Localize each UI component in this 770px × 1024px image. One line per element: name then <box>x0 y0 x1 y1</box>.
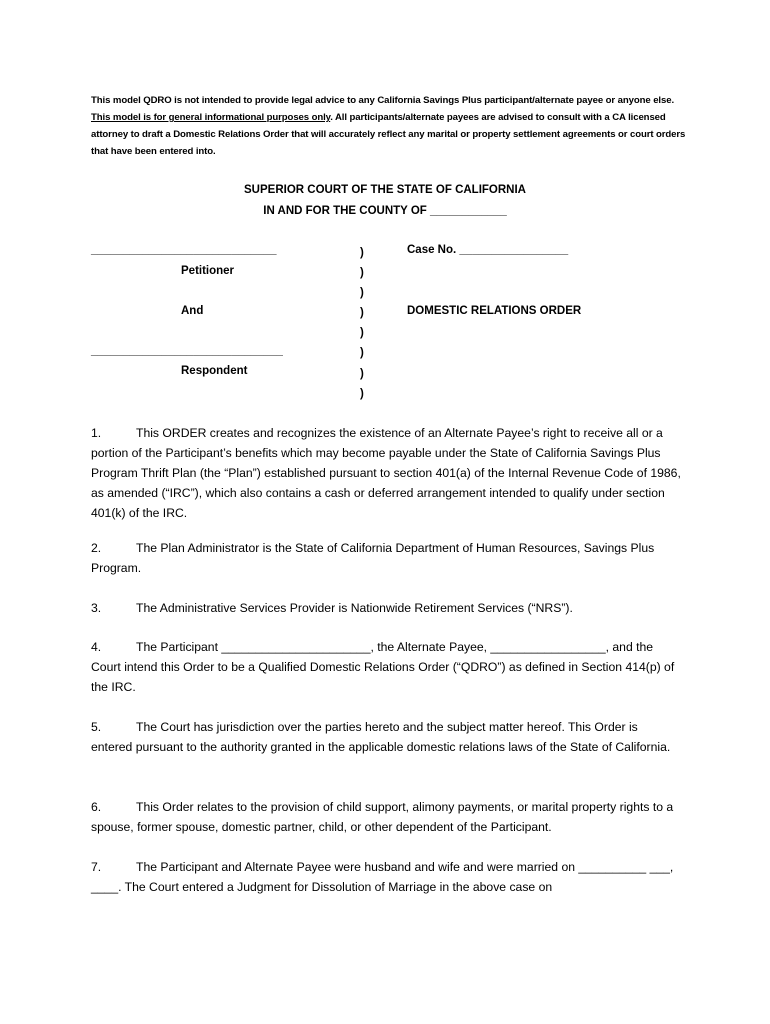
paragraph-number: 1. <box>91 426 102 440</box>
paragraph-5 <box>91 717 681 757</box>
paragraph-text: This Order relates to the provision of child support, alimony payments, or marital property rights to a spouse, former spouse, domestic partner, child, or other dependent of the Participant. <box>91 800 674 834</box>
paragraph-number: 6. <box>91 800 102 814</box>
court-name: SUPERIOR COURT OF THE STATE OF CALIFORNIA <box>244 184 526 196</box>
paren: ) <box>360 307 364 320</box>
case-number: Case No. _________________ <box>407 244 569 256</box>
and-label: And <box>181 305 204 317</box>
petitioner-blank: _____________________________ <box>91 244 277 256</box>
paragraph-text: The Court has jurisdiction over the parties hereto and the subject matter hereof. This Order is entered pursuant to the authority granted in the applicable domestic relations laws of the State of California. <box>91 720 671 754</box>
paragraph-7 <box>91 857 681 897</box>
paragraph-number: 7. <box>91 860 102 874</box>
paren: ) <box>360 347 364 360</box>
paragraph-number: 4. <box>91 640 102 654</box>
caption-parentheses <box>360 243 364 404</box>
paragraph-3 <box>91 598 681 618</box>
paragraph-2 <box>91 538 681 578</box>
paragraph-number: 2. <box>91 541 102 555</box>
paragraph-1 <box>91 423 681 523</box>
paren: ) <box>360 327 364 340</box>
paren: ) <box>360 287 364 300</box>
disclaimer-underlined: This model is for general informational purposes only <box>91 112 331 123</box>
paragraph-text: The Plan Administrator is the State of California Department of Human Resources, Savings Plus Program. <box>91 541 655 575</box>
paragraph-text: The Participant ______________________, the Alternate Payee, _________________, and the Court intend this Order to be a Qualified Domestic Relations Order (“QDRO”) as defined in Section 414(p) of the IRC. <box>91 640 675 694</box>
court-county: IN AND FOR THE COUNTY OF ____________ <box>263 205 507 217</box>
petitioner-label: Petitioner <box>181 265 235 277</box>
disclaimer-text-1: This model QDRO is not intended to provide legal advice to any California Savings Plus participant/alternate payee or anyone else. <box>91 95 675 106</box>
disclaimer-text-2: . All participants/alternate payees are advised to consult with a CA licensed attorney to draft a Domestic Relations Order that will accurately reflect any marital or property settlement agreements or court orders that have been entered into. <box>91 112 686 157</box>
disclaimer <box>91 92 691 160</box>
paragraph-number: 3. <box>91 601 102 615</box>
paragraph-text: The Participant and Alternate Payee were husband and wife and were married on __________ ___, ____. The Court entered a Judgment for Dissolution of Marriage in the above case on <box>91 860 674 894</box>
respondent-label: Respondent <box>181 365 248 377</box>
paren: ) <box>360 247 364 259</box>
paragraph-6 <box>91 797 681 837</box>
paren: ) <box>360 367 364 380</box>
paragraph-text: This ORDER creates and recognizes the existence of an Alternate Payee’s right to receive all or a portion of the Participant’s benefits which may become payable under the State of California Savings Plus Program Thrift Plan (the “Plan”) established pursuant to section 401(a) of the Internal Revenue Code of 1986, as amended (“IRC”), which also contains a cash or deferred arrangement intended to qualify under section 401(k) of the IRC. <box>91 426 681 520</box>
paragraph-text: The Administrative Services Provider is Nationwide Retirement Services (“NRS”). <box>136 601 573 615</box>
paragraph-4 <box>91 637 681 697</box>
order-title: DOMESTIC RELATIONS ORDER <box>407 305 582 317</box>
respondent-blank: ______________________________ <box>91 345 283 357</box>
paren: ) <box>360 267 364 280</box>
paren: ) <box>360 387 364 400</box>
paragraph-number: 5. <box>91 720 102 734</box>
